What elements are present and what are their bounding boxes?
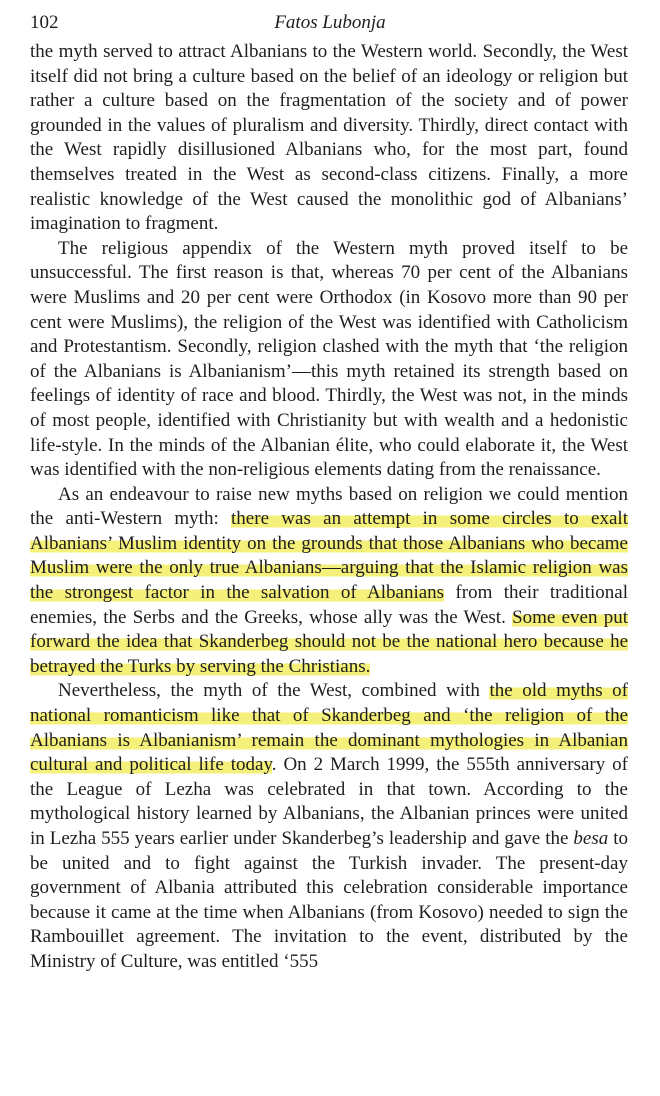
text-segment: The religious appendix of the Western myth proved itself to be unsuccessful. The first reason is that, whereas 70 per cent of the Albanians were Muslims and 20 per cent were Orthodox (in Kosovo more than 90 per cent were Muslims), the religion of the West was identified with Catholicism and Protestantism. Secondly, religion clashed with the myth that ‘the religion of the Albanians is Albanianism’—this myth retained its strength based on feelings of identity of race and blood. Thirdly, the West was not, in the minds of most people, identified with Christianity but with wealth and a hedonistic life-style. In the minds of the Albanian élite, who could elaborate it, the West was identified with the non-religious elements dating from the renaissance.: [30, 237, 628, 481]
paragraph-1: [30, 40, 628, 237]
page-header: [30, 6, 630, 36]
paragraph-2: [30, 237, 628, 483]
highlighted-passage: Some even put forward the idea that Skanderbeg should not be the national hero because he betrayed the Turks by serving the Christians.: [30, 606, 628, 677]
page-number: 102: [30, 12, 59, 33]
text-segment: As an endeavour to raise new myths based on religion we could mention the anti-Western myth:: [30, 483, 628, 530]
text-segment: Nevertheless, the myth of the West, combined with: [58, 680, 490, 702]
running-head: Fatos Lubonja: [274, 12, 386, 33]
highlighted-passage: there was an attempt in some circles to exalt Albanians’ Muslim identity on the grounds that those Albanians who became Muslim were the only true Albanians—arguing that the Islamic religion was the strongest factor in the salvation of Albanians: [30, 508, 628, 604]
body-text: [30, 40, 628, 975]
text-segment: . On 2 March 1999, the 555th anniversary of the League of Lezha was celebrated in that town. According to the mythological history learned by Albanians, the Albanian princes were united in Lezha 555 years earlier under Skanderbeg’s leadership and gave the: [30, 754, 628, 849]
text-segment: to be united and to fight against the Turkish invader. The present-day government of Albania attributed this celebration considerable importance because it came at the time when Albanians (from Kosovo) needed to sign the Rambouillet agreement. The invitation to the event, distributed by the Ministry of Culture, was entitled ‘555: [30, 828, 629, 972]
italic-term: besa: [573, 828, 609, 849]
paragraph-3: [30, 483, 628, 680]
paragraph-4: [30, 679, 628, 974]
highlighted-passage: the old myths of national romanticism like that of Skanderbeg and ‘the religion of the Albanians is Albanianism’ remain the dominant mythologies in Albanian cultural and political life today: [30, 680, 629, 776]
text-segment: the myth served to attract Albanians to the Western world. Secondly, the West itself did not bring a culture based on the belief of an ideology or religion but rather a culture based on the fragmentation of the society and of power grounded in the values of pluralism and diversity. Thirdly, direct contact with the West rapidly disillusioned Albanians who, for the most part, found themselves treated in the West as second-class citizens. Finally, a more realistic knowledge of the West caused the monolithic god of Albanians’ imagination to fragment.: [30, 41, 628, 235]
text-segment: from their traditional enemies, the Serbs and the Greeks, whose ally was the West.: [30, 582, 628, 628]
